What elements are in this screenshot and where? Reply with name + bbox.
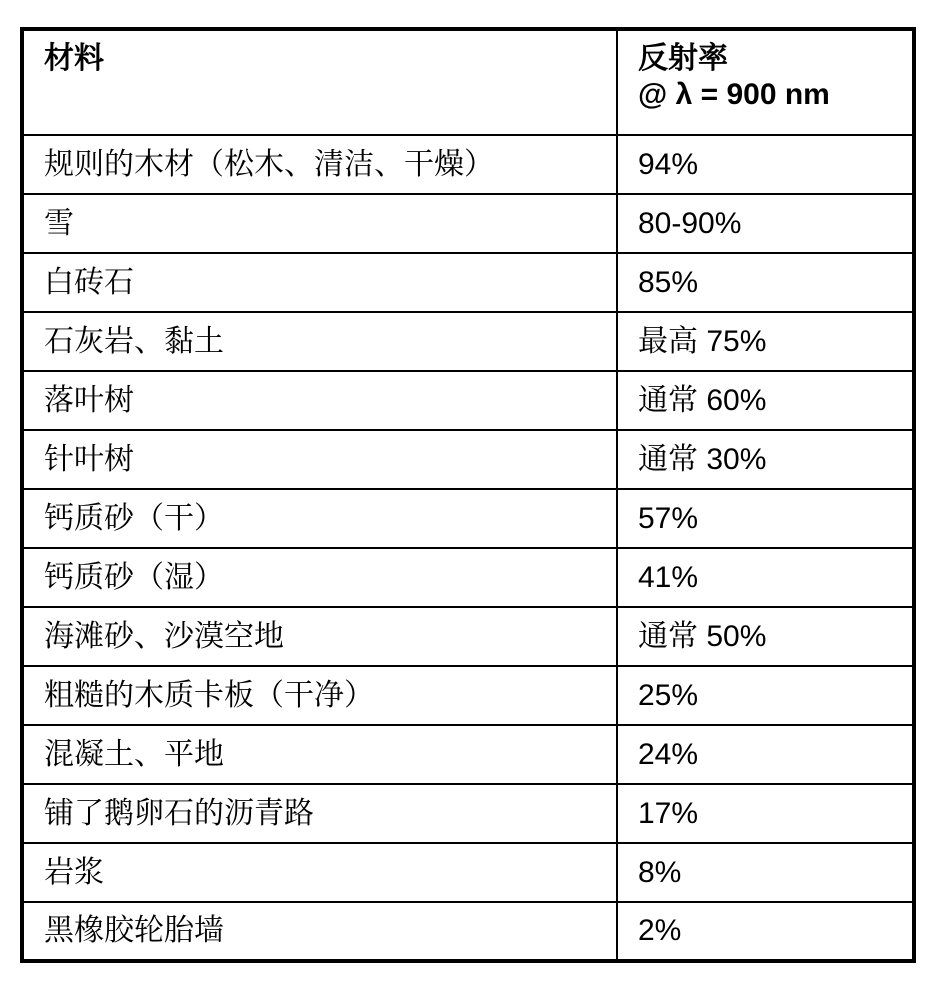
material-cell: 雪 [22, 194, 617, 253]
material-cell: 黑橡胶轮胎墙 [22, 902, 617, 961]
material-cell: 白砖石 [22, 253, 617, 312]
table-row [22, 666, 914, 725]
material-cell: 钙质砂（湿） [22, 548, 617, 607]
reflectance-cell: 94% [617, 135, 914, 194]
reflectance-cell: 57% [617, 489, 914, 548]
reflectance-cell: 80-90% [617, 194, 914, 253]
reflectance-cell: 最高 75% [617, 312, 914, 371]
table-row [22, 843, 914, 902]
reflectance-cell: 8% [617, 843, 914, 902]
reflectance-table [20, 27, 916, 963]
reflectance-cell: 通常 30% [617, 430, 914, 489]
reflectance-cell: 2% [617, 902, 914, 961]
reflectance-cell: 24% [617, 725, 914, 784]
reflectance-cell: 25% [617, 666, 914, 725]
material-cell: 铺了鹅卵石的沥青路 [22, 784, 617, 843]
table-row [22, 371, 914, 430]
table-row [22, 784, 914, 843]
material-cell: 粗糙的木质卡板（干净） [22, 666, 617, 725]
reflectance-cell: 通常 60% [617, 371, 914, 430]
material-cell: 落叶树 [22, 371, 617, 430]
material-cell: 石灰岩、黏土 [22, 312, 617, 371]
header-material [22, 29, 617, 135]
table-row [22, 135, 914, 194]
header-reflectance-wavelength: @ λ = 900 nm [638, 78, 830, 111]
table-row [22, 548, 914, 607]
table-row [22, 902, 914, 961]
header-reflectance [617, 29, 914, 135]
table-row [22, 725, 914, 784]
header-material-label: 材料 [44, 42, 104, 75]
material-cell: 规则的木材（松木、清洁、干燥） [22, 135, 617, 194]
reflectance-cell: 41% [617, 548, 914, 607]
table-row [22, 607, 914, 666]
table-header-row [22, 29, 914, 135]
table-row [22, 489, 914, 548]
material-cell: 针叶树 [22, 430, 617, 489]
reflectance-cell: 通常 50% [617, 607, 914, 666]
reflectance-cell: 85% [617, 253, 914, 312]
material-cell: 钙质砂（干） [22, 489, 617, 548]
header-reflectance-label: 反射率 [638, 42, 728, 75]
table-row [22, 430, 914, 489]
table-row [22, 253, 914, 312]
table-row [22, 312, 914, 371]
reflectance-cell: 17% [617, 784, 914, 843]
material-cell: 岩浆 [22, 843, 617, 902]
material-cell: 海滩砂、沙漠空地 [22, 607, 617, 666]
material-cell: 混凝土、平地 [22, 725, 617, 784]
table-row [22, 194, 914, 253]
